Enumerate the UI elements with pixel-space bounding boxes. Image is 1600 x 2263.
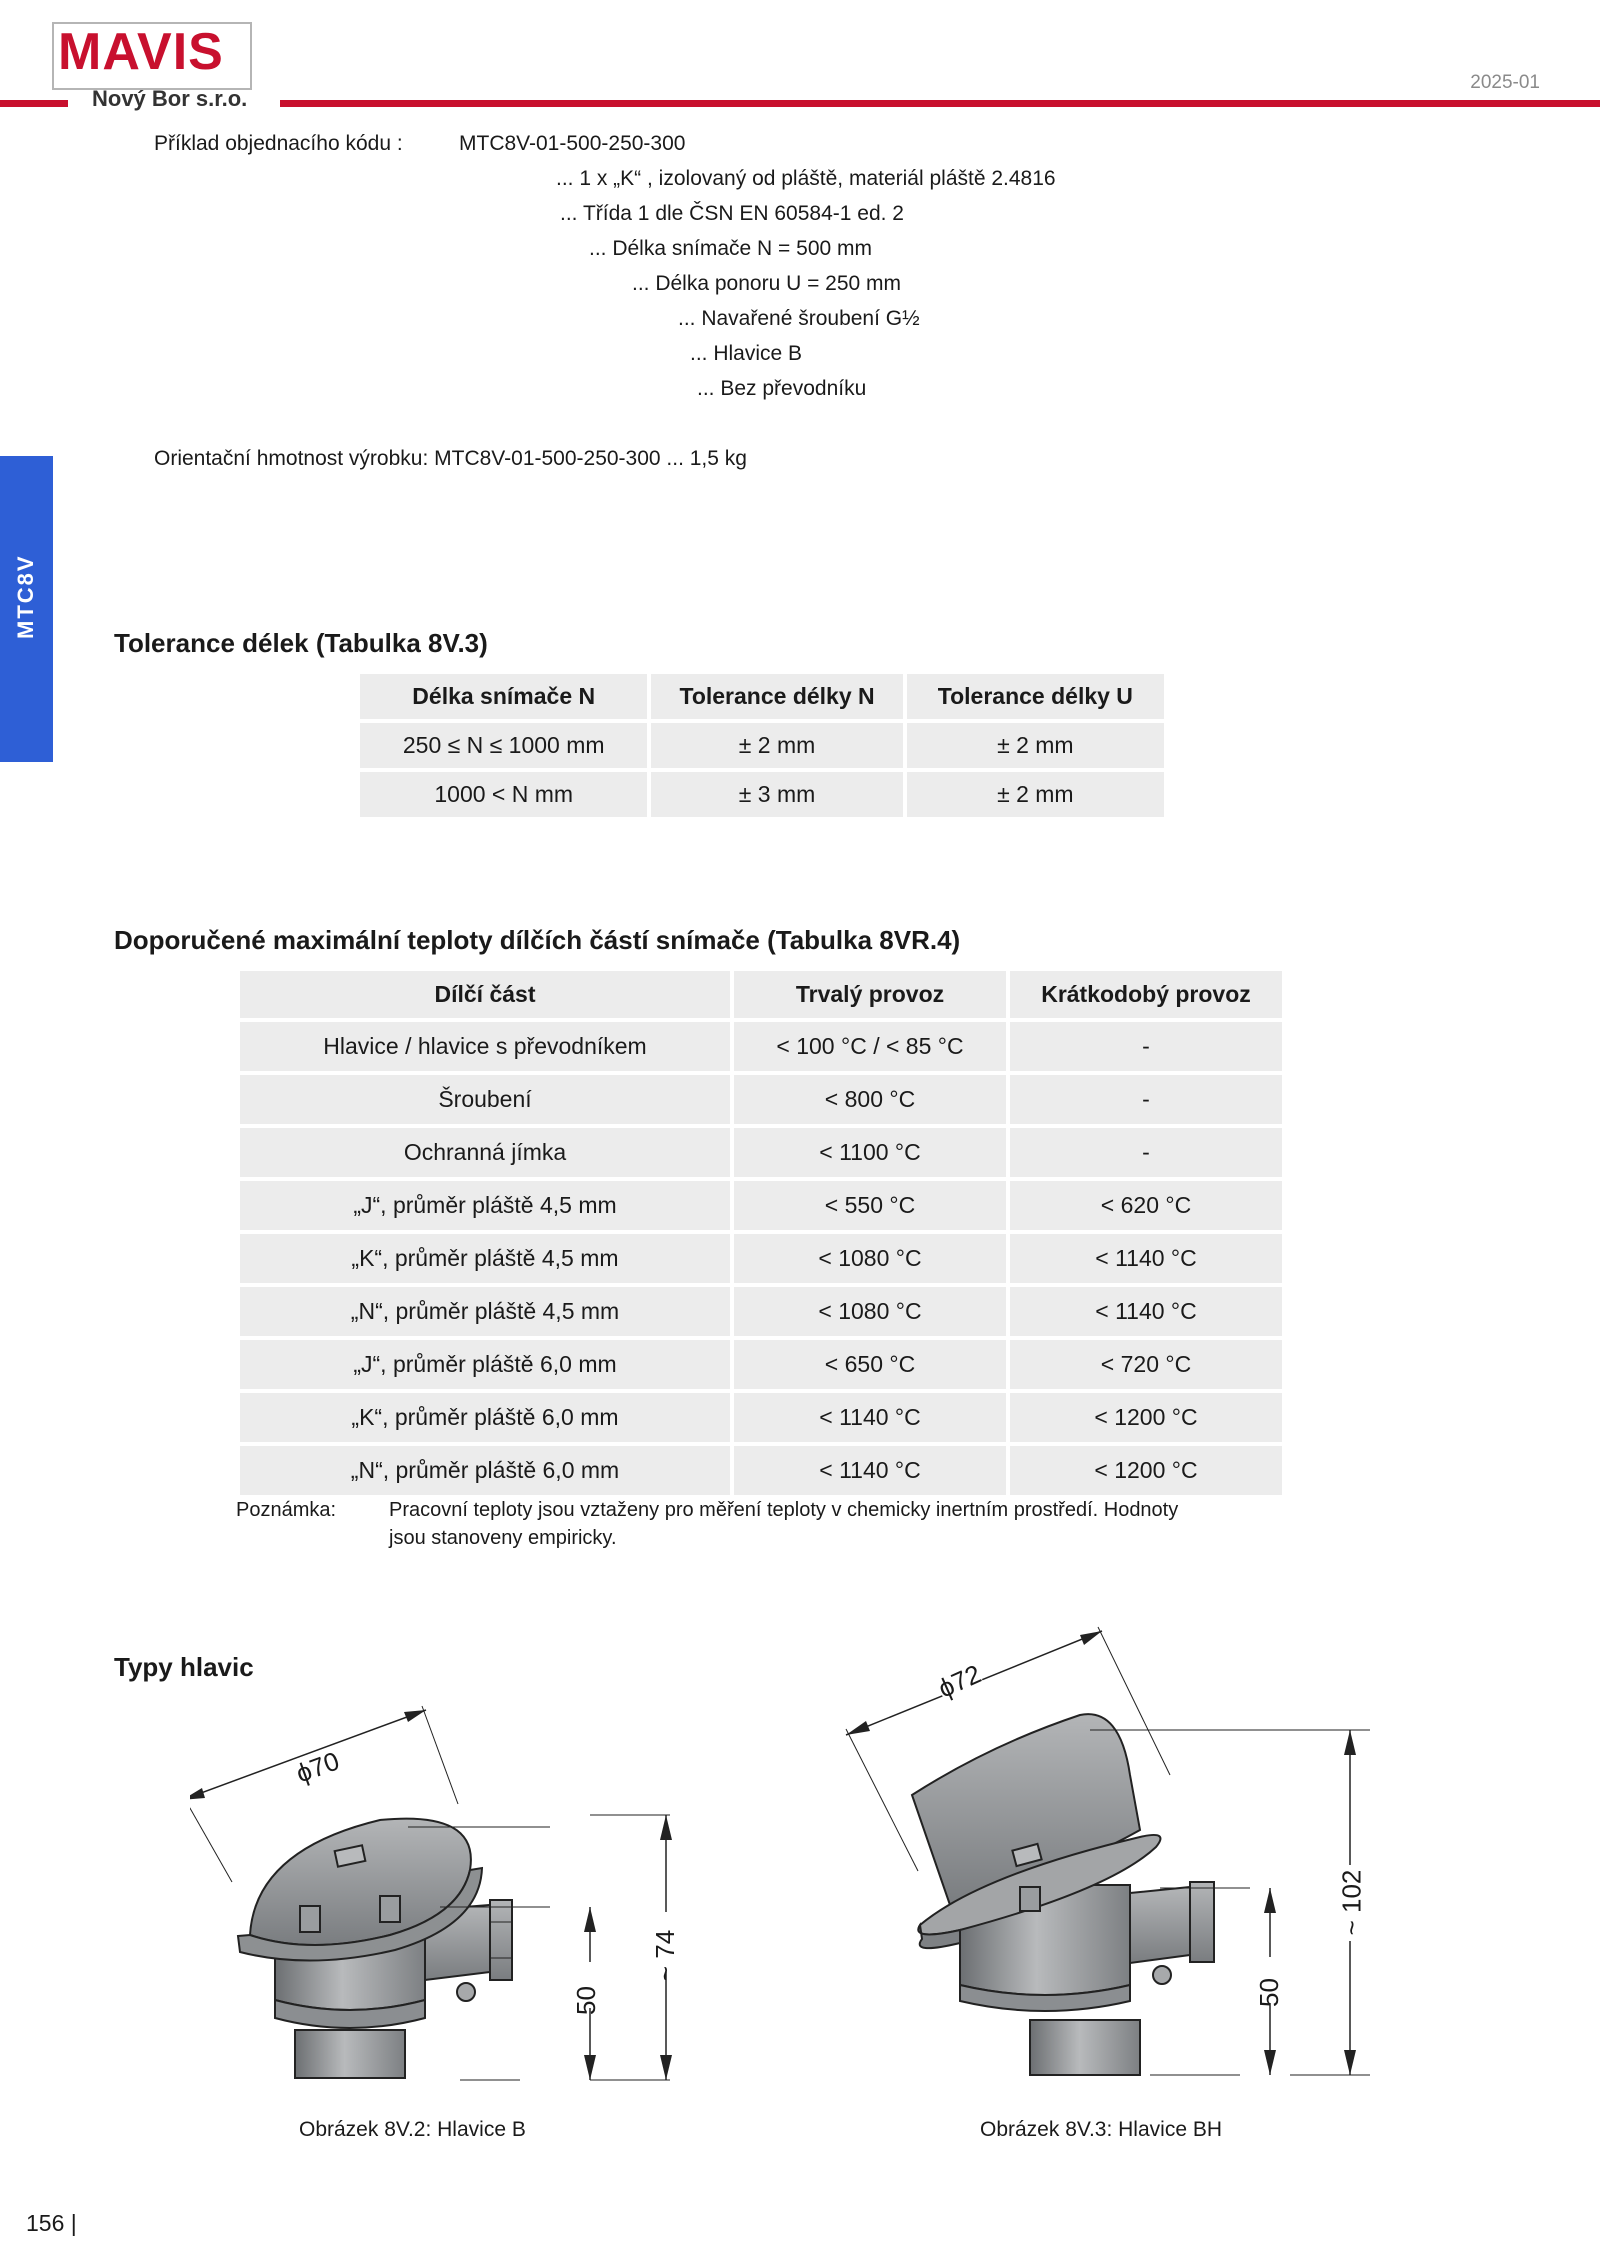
table-cell: „K“, průměr pláště 6,0 mm (240, 1393, 730, 1442)
table-row (240, 1446, 1282, 1495)
table-cell: < 1200 °C (1010, 1446, 1282, 1495)
table-row (240, 1181, 1282, 1230)
table-cell: < 550 °C (734, 1181, 1006, 1230)
order-line: ... Hlavice B (690, 342, 803, 365)
temperature-table (236, 967, 1286, 1499)
table-cell: „N“, průměr pláště 4,5 mm (240, 1287, 730, 1336)
table-cell: < 1140 °C (1010, 1287, 1282, 1336)
document-date: 2025-01 (1470, 72, 1540, 93)
order-example-code: MTC8V-01-500-250-300 (459, 132, 686, 155)
table-header-cell: Délka snímače N (360, 674, 647, 719)
table-row (240, 1340, 1282, 1389)
table-cell: Ochranná jímka (240, 1128, 730, 1177)
head-b-height-label: 50 (570, 1986, 601, 2015)
note-text-line: Pracovní teploty jsou vztaženy pro měření teploty v chemicky inertním prostředí. Hodnoty (389, 1499, 1179, 1521)
table-cell: Hlavice / hlavice s převodníkem (240, 1022, 730, 1071)
table-header-cell: Tolerance délky N (651, 674, 902, 719)
table-cell: < 1140 °C (734, 1446, 1006, 1495)
table-cell: „J“, průměr pláště 4,5 mm (240, 1181, 730, 1230)
note-text-line: jsou stanoveny empiricky. (389, 1527, 617, 1549)
table-cell: - (1010, 1022, 1282, 1071)
head-b-caption: Obrázek 8V.2: Hlavice B (299, 2118, 526, 2141)
table-cell: < 720 °C (1010, 1340, 1282, 1389)
weight-info: Orientační hmotnost výrobku: MTC8V-01-500-250-300 ... 1,5 kg (154, 447, 747, 470)
table-cell: ± 3 mm (651, 772, 902, 817)
section-side-tab-label: MTC8V (13, 554, 38, 639)
table-cell: < 1080 °C (734, 1234, 1006, 1283)
order-line: ... Délka snímače N = 500 mm (589, 237, 873, 260)
head-b-stem (295, 2030, 405, 2078)
table-row (240, 1128, 1282, 1177)
head-b-drawing (190, 1700, 710, 2100)
table-cell: 1000 < N mm (360, 772, 647, 817)
temperature-table-title: Doporučené maximální teploty dílčích částí snímače (Tabulka 8VR.4) (114, 925, 961, 955)
order-line: ... 1 x „K“ , izolovaný od pláště, materiál pláště 2.4816 (556, 167, 1056, 190)
table-header-row (360, 674, 1164, 719)
length-tolerance-title: Tolerance délek (Tabulka 8V.3) (114, 628, 488, 658)
logo: MAVIS (58, 23, 224, 81)
order-line: ... Délka ponoru U = 250 mm (632, 272, 902, 295)
table-cell: ± 2 mm (651, 723, 902, 768)
table-cell: „J“, průměr pláště 6,0 mm (240, 1340, 730, 1389)
head-bh-stem (1030, 2020, 1140, 2075)
order-line: ... Navařené šroubení G½ (678, 307, 920, 330)
table-cell: < 100 °C / < 85 °C (734, 1022, 1006, 1071)
table-cell: < 800 °C (734, 1075, 1006, 1124)
table-row (360, 772, 1164, 817)
table-cell: < 1140 °C (1010, 1234, 1282, 1283)
table-cell: < 650 °C (734, 1340, 1006, 1389)
table-cell: - (1010, 1128, 1282, 1177)
head-bh-drawing (840, 1625, 1380, 2085)
table-row (240, 1075, 1282, 1124)
table-row (360, 723, 1164, 768)
table-row (240, 1393, 1282, 1442)
table-header-cell: Dílčí část (240, 971, 730, 1018)
table-header-cell: Krátkodobý provoz (1010, 971, 1282, 1018)
table-header-cell: Tolerance délky U (907, 674, 1164, 719)
table-cell: ± 2 mm (907, 723, 1164, 768)
table-cell: < 1140 °C (734, 1393, 1006, 1442)
table-cell: < 1080 °C (734, 1287, 1006, 1336)
table-cell: 250 ≤ N ≤ 1000 mm (360, 723, 647, 768)
head-bh-side-boss (1130, 1887, 1190, 1963)
order-line: ... Třída 1 dle ČSN EN 60584-1 ed. 2 (560, 202, 904, 225)
note-label: Poznámka: (236, 1499, 337, 1521)
table-cell: Šroubení (240, 1075, 730, 1124)
logo-subtitle: Nový Bor s.r.o. (92, 86, 248, 111)
head-bh-caption: Obrázek 8V.3: Hlavice BH (980, 2118, 1223, 2141)
table-row (240, 1234, 1282, 1283)
table-cell: „N“, průměr pláště 6,0 mm (240, 1446, 730, 1495)
table-header-cell: Trvalý provoz (734, 971, 1006, 1018)
head-bh-diameter-label: ϕ72 (933, 1658, 986, 1704)
table-row (240, 1022, 1282, 1071)
table-cell: „K“, průměr pláště 4,5 mm (240, 1234, 730, 1283)
table-cell: - (1010, 1075, 1282, 1124)
head-b-total-height-label: ~ 74 (650, 1929, 681, 1982)
head-bh-total-height-label: ~ 102 (1336, 1869, 1367, 1936)
head-b-diameter-label: ϕ70 (292, 1745, 344, 1789)
head-bh-height-label: 50 (1253, 1978, 1284, 2007)
order-line: ... Bez převodníku (697, 377, 867, 400)
table-row (240, 1287, 1282, 1336)
order-example-label: Příklad objednacího kódu : (154, 132, 403, 155)
head-types-title: Typy hlavic (114, 1652, 254, 1682)
table-cell: < 620 °C (1010, 1181, 1282, 1230)
table-header-row (240, 971, 1282, 1018)
table-cell: < 1100 °C (734, 1128, 1006, 1177)
page-number: 156 | (26, 2210, 77, 2236)
table-cell: < 1200 °C (1010, 1393, 1282, 1442)
table-cell: ± 2 mm (907, 772, 1164, 817)
length-tolerance-table (356, 670, 1168, 821)
